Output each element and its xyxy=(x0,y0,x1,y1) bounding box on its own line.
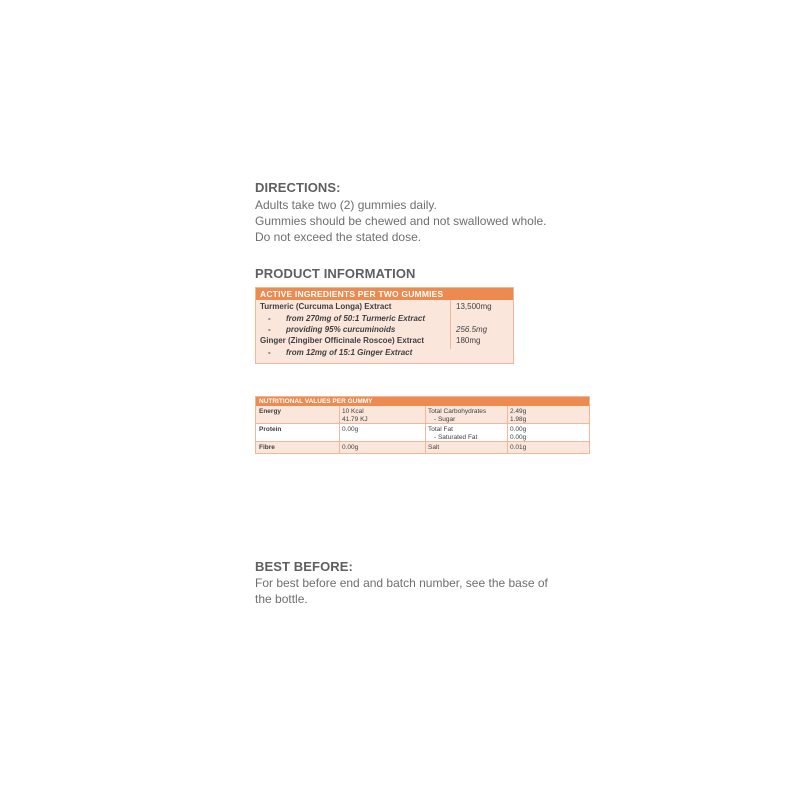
ingredient-value: 180mg xyxy=(456,336,481,345)
best-before-heading: BEST BEFORE: xyxy=(255,559,353,574)
directions-section xyxy=(255,180,547,245)
best-before-section xyxy=(255,559,548,607)
ingredient-value: 13,500mg xyxy=(456,302,492,311)
directions-line: Gummies should be chewed and not swallowed whole. xyxy=(255,214,547,228)
column-divider xyxy=(425,406,426,453)
directions-line: Adults take two (2) gummies daily. xyxy=(255,198,437,212)
dash: - xyxy=(268,348,271,357)
ingredient-subline xyxy=(268,325,395,334)
ingredient-sub-label: from 12mg of 15:1 Ginger Extract xyxy=(286,348,413,357)
nutrient-value: 2.49g xyxy=(510,408,527,415)
product-info-heading: PRODUCT INFORMATION xyxy=(255,266,416,281)
ingredient-subline xyxy=(268,314,425,323)
nutrient-name: Total Carbohydrates xyxy=(428,408,487,415)
best-before-text xyxy=(255,575,548,607)
row-divider xyxy=(256,423,589,424)
nutrient-name: Fibre xyxy=(259,444,275,451)
nutrient-subname: - Sugar xyxy=(434,416,456,423)
nutrient-name: Energy xyxy=(259,408,282,415)
nutrient-subname: - Saturated Fat xyxy=(434,434,478,441)
best-before-line: For best before end and batch number, see the base of xyxy=(255,576,548,590)
nutrient-name: Salt xyxy=(428,444,440,451)
table-row xyxy=(256,424,589,441)
nutrient-value: 41.79 KJ xyxy=(342,416,368,423)
dash: - xyxy=(268,325,271,334)
ingredient-sub-label: from 270mg of 50:1 Turmeric Extract xyxy=(286,314,426,323)
nutrient-value: 0.00g xyxy=(510,426,527,433)
ingredient-sub-label: providing 95% curcuminoids xyxy=(286,325,396,334)
ingredient-subline xyxy=(268,348,412,357)
nutrition-header: NUTRITIONAL VALUES PER GUMMY xyxy=(256,397,589,406)
table-row xyxy=(256,442,589,453)
nutrient-name: Total Fat xyxy=(428,426,453,433)
nutrient-value: 1.98g xyxy=(510,416,527,423)
directions-heading: DIRECTIONS: xyxy=(255,180,341,195)
directions-line: Do not exceed the stated dose. xyxy=(255,230,422,244)
column-divider xyxy=(339,406,340,453)
row-divider xyxy=(256,441,589,442)
directions-text xyxy=(255,197,547,245)
ingredient-name: Ginger (Zingiber Officinale Roscoe) Extract xyxy=(260,336,425,345)
active-ingredients-table xyxy=(255,287,514,364)
ingredient-name: Turmeric (Curcuma Longa) Extract xyxy=(260,302,392,311)
nutrient-value: 0.00g xyxy=(342,426,359,433)
nutrient-name: Protein xyxy=(259,426,282,433)
nutrient-value: 0.00g xyxy=(342,444,359,451)
active-ingredients-header: ACTIVE INGREDIENTS PER TWO GUMMIES xyxy=(256,288,513,300)
nutrient-value: 0.00g xyxy=(510,434,527,441)
table-row xyxy=(256,406,589,423)
dash: - xyxy=(268,314,271,323)
nutrient-value: 0.01g xyxy=(510,444,527,451)
nutrition-table xyxy=(255,396,590,454)
ingredient-value: 256.5mg xyxy=(456,325,488,334)
column-divider xyxy=(450,300,451,349)
best-before-line: the bottle. xyxy=(255,592,308,606)
column-divider xyxy=(507,406,508,453)
nutrient-value: 10 Kcal xyxy=(342,408,364,415)
